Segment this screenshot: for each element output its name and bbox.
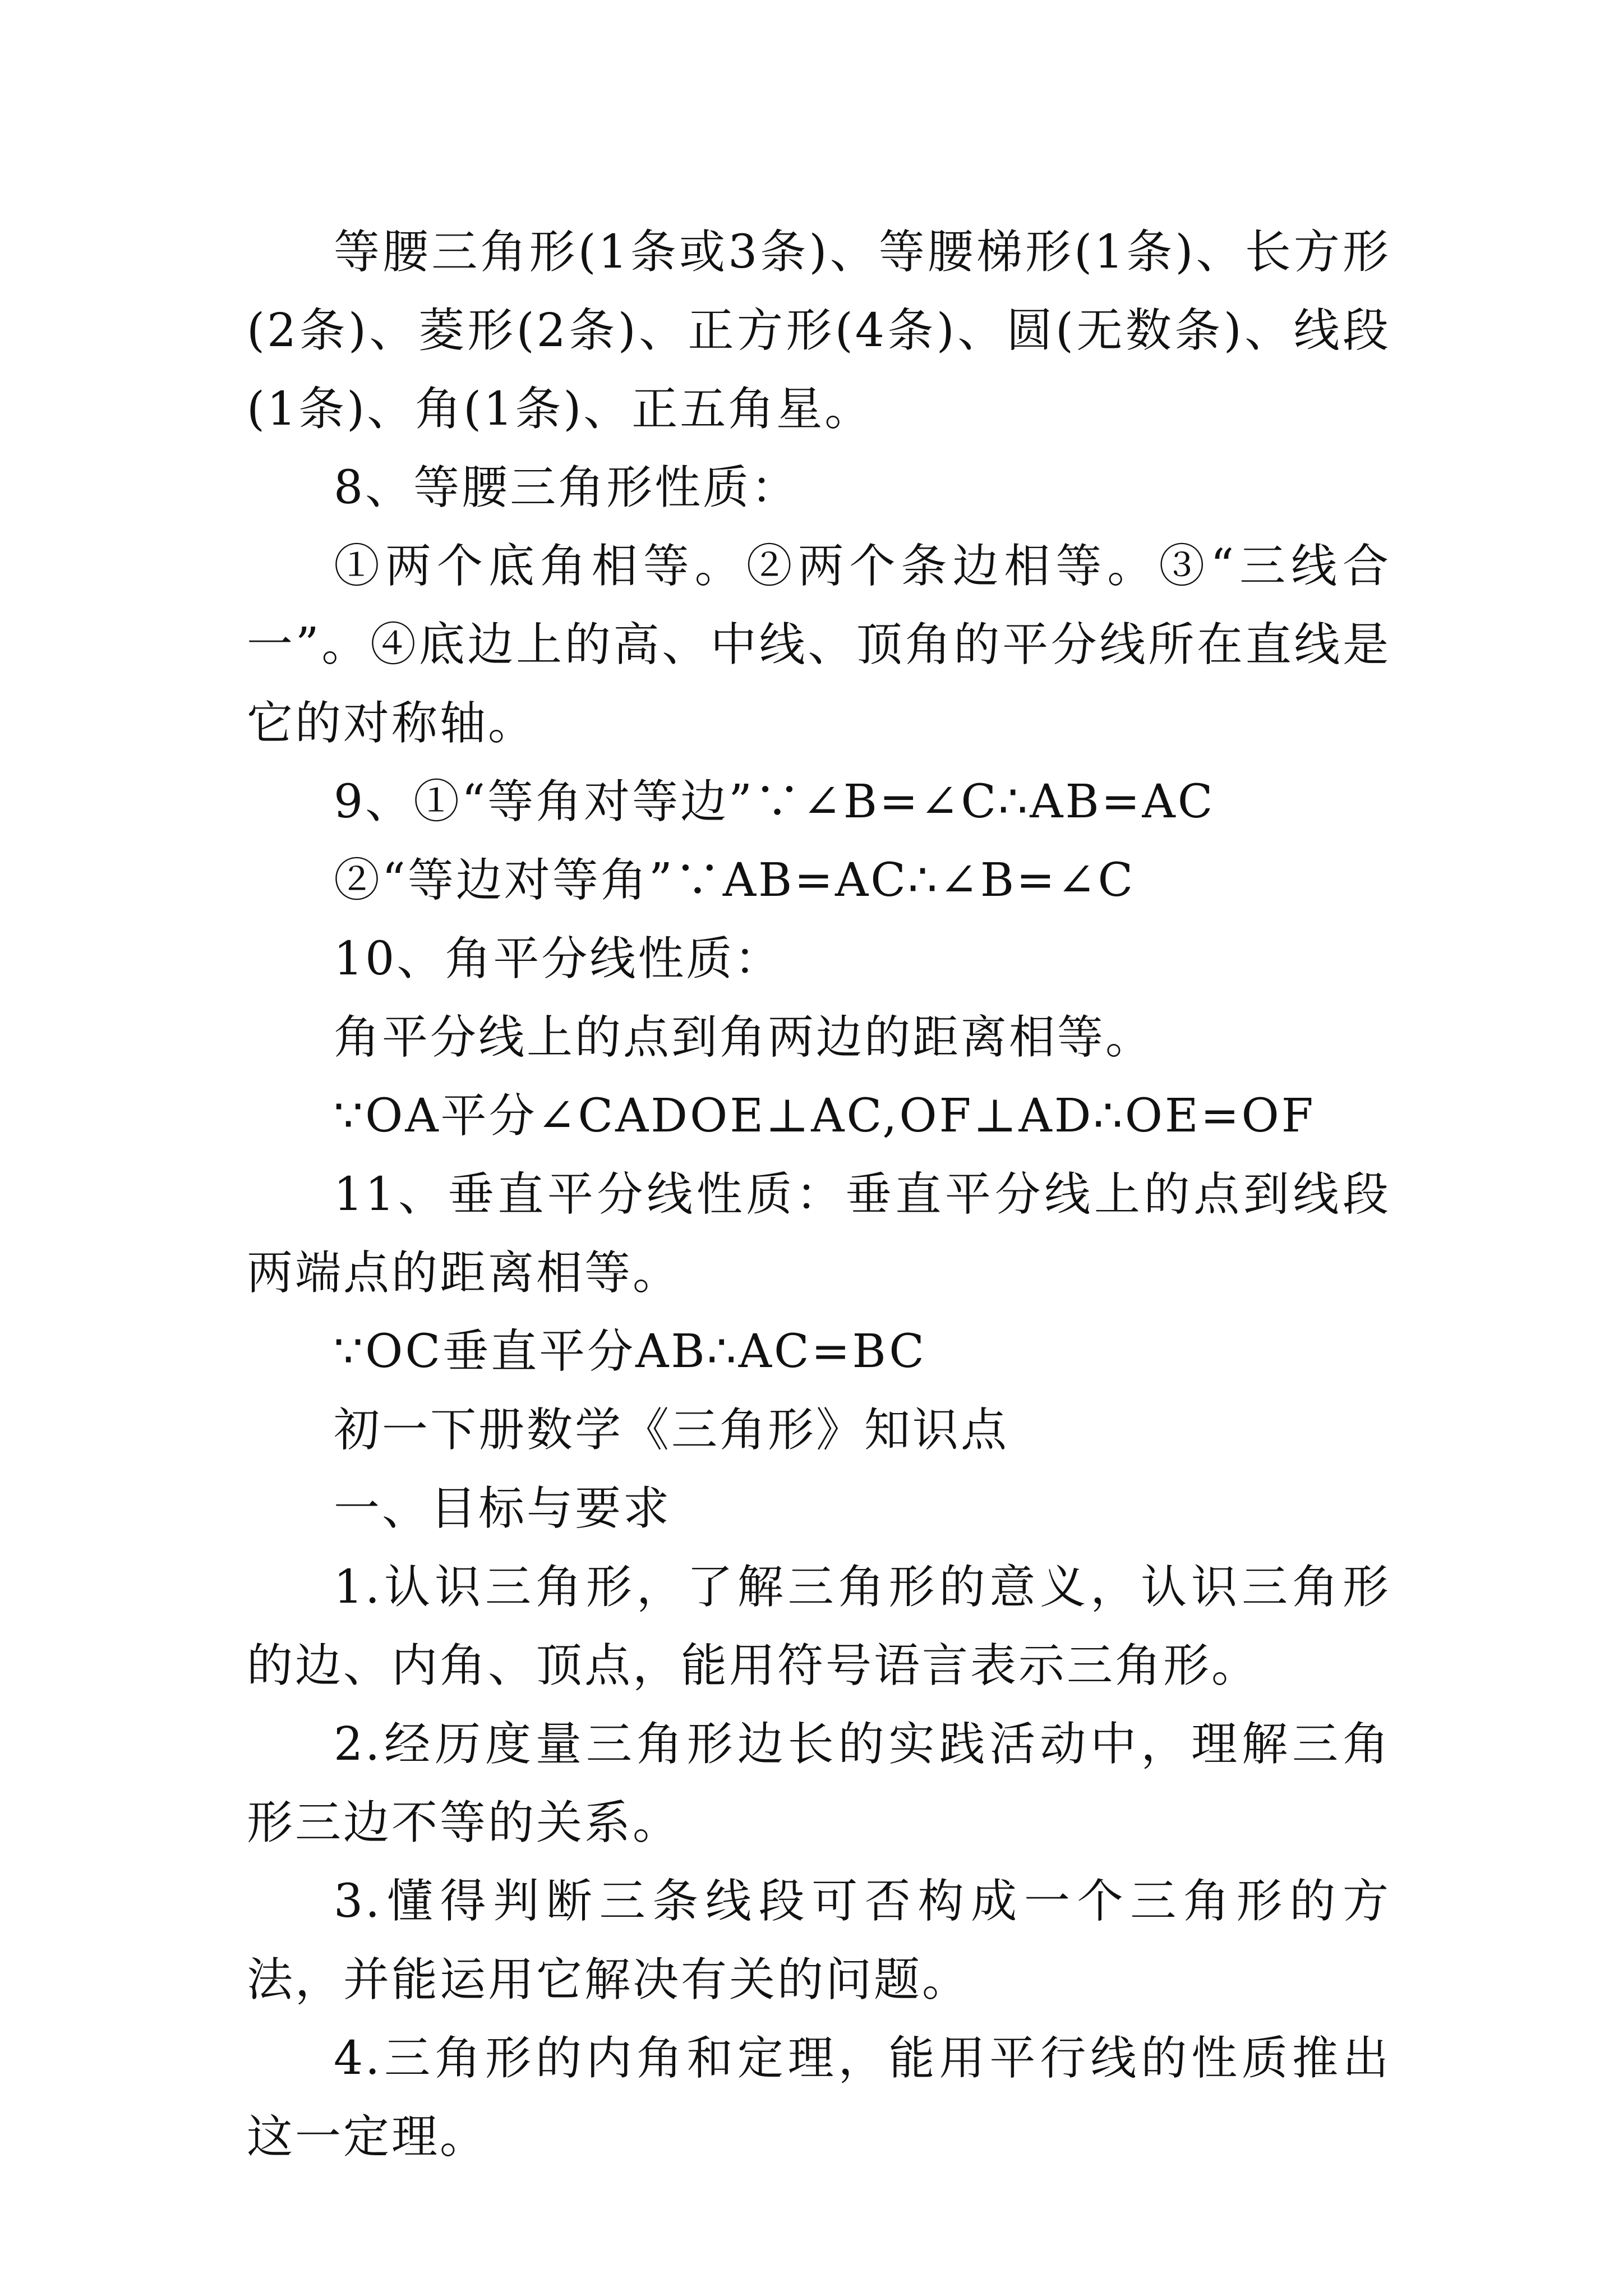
heading-isosceles-properties: 8、等腰三角形性质： [334,461,800,514]
paragraph-symmetry-axes: 等腰三角形(1条或3条)、等腰梯形(1条)、长方形(2条)、菱形(2条)、正方形(4条)、圆(无数条)、线段(1条)、角(1条)、正五角星。 [247,226,1391,436]
paragraph-angle-bisector-statement: 角平分线上的点到角两边的距离相等。 [334,1011,1154,1064]
heading-angle-bisector-property: 10、角平分线性质： [334,932,783,986]
paragraph-equal-sides-equal-angles: ②“等边对等角”∵AB=AC∴∠B=∠C [334,854,1136,907]
document-body [247,213,1391,2177]
paragraph-angle-bisector-proof: ∵OA平分∠CADOE⊥AC,OF⊥AD∴OE=OF [334,1089,1316,1143]
paragraph-perpendicular-bisector: 11、垂直平分线性质：垂直平分线上的点到线段两端点的距离相等。 [247,1168,1391,1300]
paragraph-isosceles-properties: ①两个底角相等。②两个条边相等。③“三线合一”。④底边上的高、中线、顶角的平分线所在直线是它的对称轴。 [247,540,1391,750]
list-item-goal-1: 1.认识三角形，了解三角形的意义，认识三角形的边、内角、顶点，能用符号语言表示三角形。 [247,1561,1391,1692]
paragraph-perpendicular-bisector-proof: ∵OC垂直平分AB∴AC=BC [334,1325,926,1378]
list-item-goal-2: 2.经历度量三角形边长的实践活动中，理解三角形三边不等的关系。 [247,1718,1391,1849]
heading-goals-requirements: 一、目标与要求 [334,1482,672,1535]
paragraph-equal-angles-equal-sides: 9、①“等角对等边”∵∠B=∠C∴AB=AC [334,775,1215,829]
section-title-triangle: 初一下册数学《三角形》知识点 [334,1404,1009,1457]
list-item-goal-4: 4.三角形的内角和定理，能用平行线的性质推出这一定理。 [247,2032,1391,2164]
list-item-goal-3: 3.懂得判断三条线段可否构成一个三角形的方法，并能运用它解决有关的问题。 [247,1875,1391,2007]
